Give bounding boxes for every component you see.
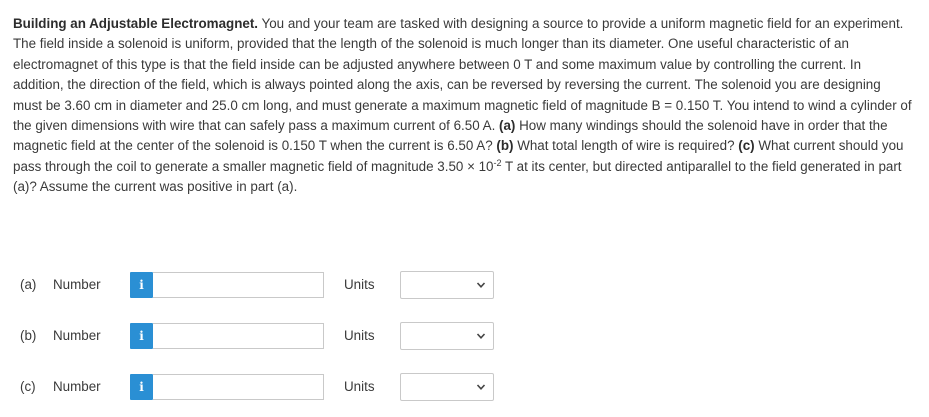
problem-statement	[13, 14, 913, 198]
info-icon[interactable]: i	[130, 374, 153, 400]
part-a-question: How many windings should the solenoid have in order that the magnetic field at the center of the solenoid is 0.150 T when the current is 6.50 A?	[13, 118, 888, 154]
number-input-a[interactable]	[153, 272, 324, 298]
info-icon[interactable]: i	[130, 323, 153, 349]
part-b-question: What total length of wire is required?	[513, 138, 739, 154]
answer-row-c	[0, 372, 929, 402]
number-input-b[interactable]	[153, 323, 324, 349]
part-a-tag: (a)	[499, 118, 516, 134]
part-c-question-start: What current should you pass through the coil to generate a smaller magnetic field of magnitude 3.50 × 10	[13, 138, 904, 174]
chevron-down-icon	[475, 381, 487, 393]
units-select-a[interactable]	[400, 271, 494, 299]
units-select-b[interactable]	[400, 322, 494, 350]
number-label: Number	[53, 379, 101, 394]
part-b-tag: (b)	[496, 138, 514, 154]
part-c-question-end: T at its center, but directed antiparallel to the field generated in part (a)? Assume the current was positive in part (a).	[13, 158, 902, 195]
problem-title: Building an Adjustable Electromagnet.	[13, 16, 259, 31]
number-label: Number	[53, 328, 101, 343]
problem-intro: You and your team are tasked with designing a source to provide a uniform magnetic field for an experiment. The field inside a solenoid is uniform, provided that the length of the solenoid is much longer than its diameter. One useful characteristic of an electromagnet of this type is that the field inside can be adjusted anywhere between 0 T and some maximum value by controlling the current. In addition, the direction of the field, which is always pointed along the axis, can be reversed by reversing the current. The solenoid you are designing must be 3.60 cm in diameter and 25.0 cm long, and must generate a maximum magnetic field of magnitude B = 0.150 T. You intend to wind a cylinder of the given dimensions with wire that can safely pass a maximum current of 6.50 A.	[13, 16, 912, 134]
number-input-c[interactable]	[153, 374, 324, 400]
number-label: Number	[53, 277, 101, 292]
chevron-down-icon	[475, 279, 487, 291]
part-c-tag: (c)	[738, 138, 755, 154]
chevron-down-icon	[475, 330, 487, 342]
units-select-c[interactable]	[400, 373, 494, 401]
answer-row-a	[0, 270, 929, 300]
part-label: (c)	[20, 379, 36, 394]
info-icon[interactable]: i	[130, 272, 153, 298]
units-label: Units	[344, 328, 375, 343]
units-label: Units	[344, 379, 375, 394]
part-label: (a)	[20, 277, 37, 292]
answer-row-b	[0, 321, 929, 351]
part-c-exponent: -2	[493, 157, 502, 168]
part-label: (b)	[20, 328, 37, 343]
units-label: Units	[344, 277, 375, 292]
